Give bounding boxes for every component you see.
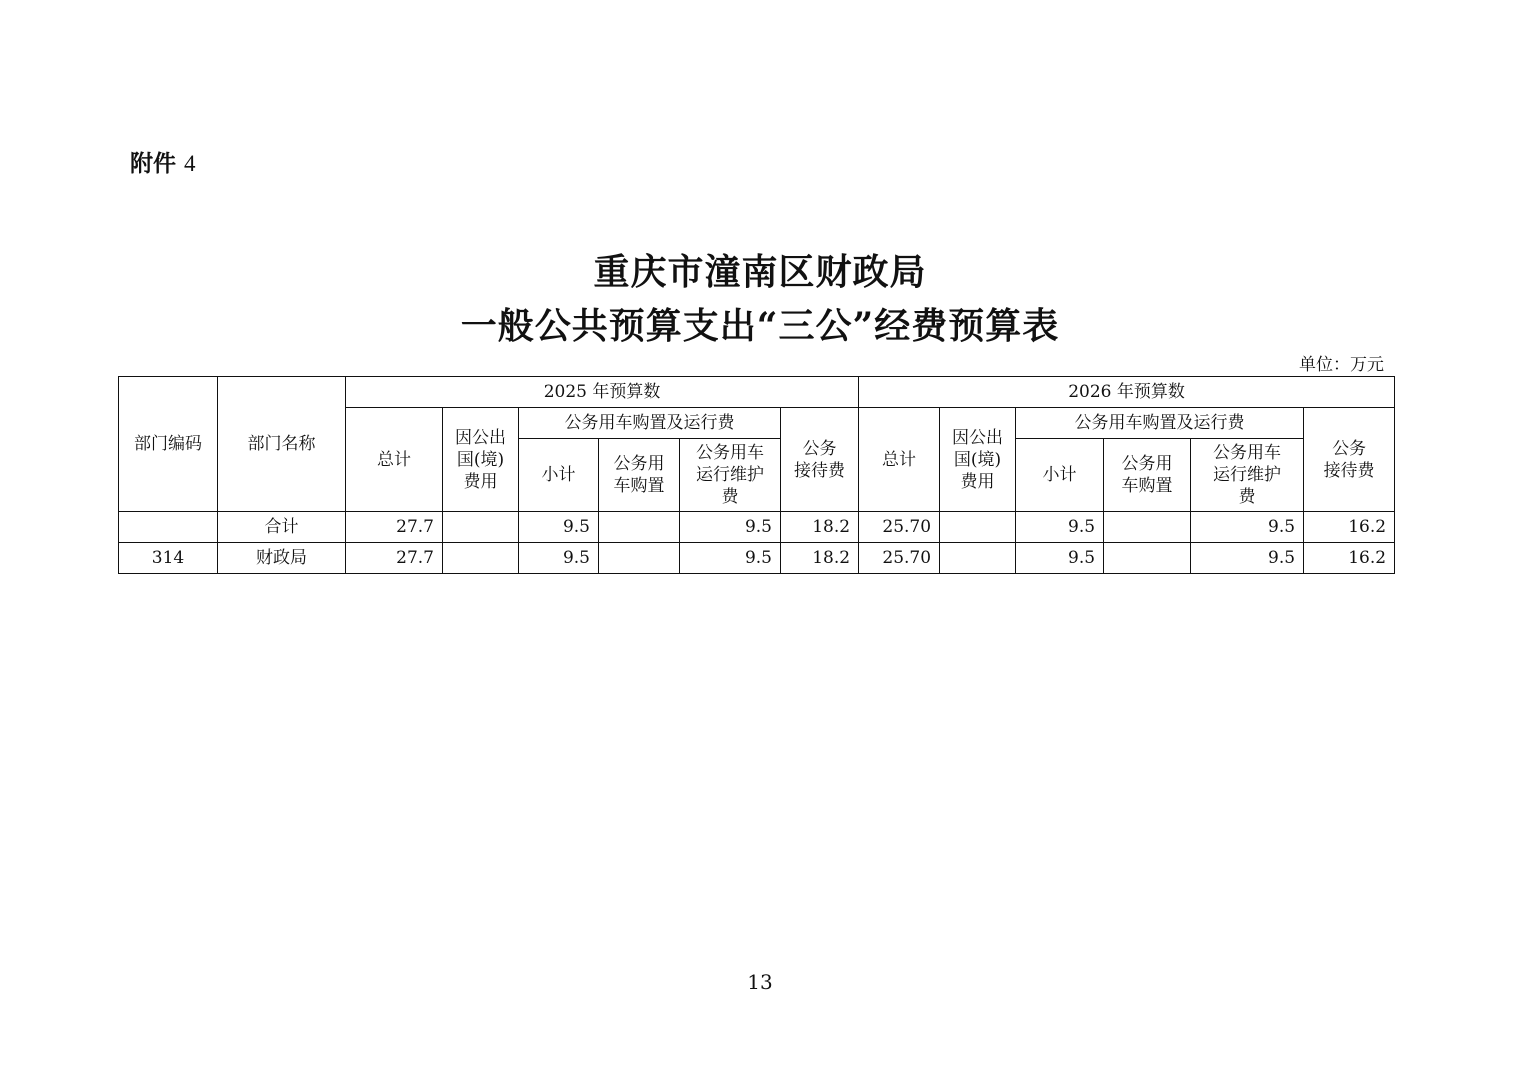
header-vehicle-operation-2026: 公务用车 运行维护 费 (1191, 439, 1304, 512)
cell-2026-purchase (1104, 512, 1191, 543)
cell-2026-total: 25.70 (859, 512, 940, 543)
cell-2026-operation: 9.5 (1191, 512, 1304, 543)
header-total-2025: 总计 (346, 408, 443, 512)
header-abroad-2026: 因公出 国(境) 费用 (940, 408, 1016, 512)
header-subtotal-2026: 小计 (1016, 439, 1104, 512)
cell-code: 314 (119, 543, 218, 574)
cell-2026-subtotal: 9.5 (1016, 512, 1104, 543)
cell-2025-reception: 18.2 (781, 512, 859, 543)
header-subtotal-2025: 小计 (519, 439, 599, 512)
header-reception-2025: 公务 接待费 (781, 408, 859, 512)
document-title-line2: 一般公共预算支出“三公”经费预算表 (460, 305, 1060, 347)
header-vehicle-operation-2025: 公务用车 运行维护 费 (680, 439, 781, 512)
cell-2026-total: 25.70 (859, 543, 940, 574)
document-title-line1: 重庆市潼南区财政局 (593, 251, 927, 293)
header-group-2025: 2025 年预算数 (346, 377, 859, 408)
header-total-2026: 总计 (859, 408, 940, 512)
attachment-label (130, 145, 196, 178)
cell-2026-abroad (940, 543, 1016, 574)
header-vehicle-group-2026: 公务用车购置及运行费 (1016, 408, 1304, 439)
table-row-total (119, 512, 1395, 543)
cell-2025-reception: 18.2 (781, 543, 859, 574)
cell-2025-total: 27.7 (346, 512, 443, 543)
cell-2026-reception: 16.2 (1304, 543, 1395, 574)
cell-name: 合计 (218, 512, 346, 543)
header-abroad-2025: 因公出 国(境) 费用 (443, 408, 519, 512)
cell-2026-purchase (1104, 543, 1191, 574)
cell-2025-abroad (443, 512, 519, 543)
cell-name: 财政局 (218, 543, 346, 574)
cell-2025-subtotal: 9.5 (519, 543, 599, 574)
cell-2026-operation: 9.5 (1191, 543, 1304, 574)
cell-2025-subtotal: 9.5 (519, 512, 599, 543)
header-dept-code: 部门编码 (119, 377, 218, 512)
cell-2025-total: 27.7 (346, 543, 443, 574)
cell-2025-purchase (599, 543, 680, 574)
budget-table (118, 376, 1395, 574)
header-vehicle-group-2025: 公务用车购置及运行费 (519, 408, 781, 439)
cell-code (119, 512, 218, 543)
attachment-text: 附件 (130, 151, 176, 177)
cell-2026-abroad (940, 512, 1016, 543)
unit-label: 单位：万元 (1299, 355, 1384, 375)
cell-2025-operation: 9.5 (680, 512, 781, 543)
cell-2025-purchase (599, 512, 680, 543)
header-vehicle-purchase-2025: 公务用 车购置 (599, 439, 680, 512)
cell-2026-subtotal: 9.5 (1016, 543, 1104, 574)
attachment-number: 4 (184, 151, 196, 176)
cell-2025-operation: 9.5 (680, 543, 781, 574)
header-vehicle-purchase-2026: 公务用 车购置 (1104, 439, 1191, 512)
header-group-2026: 2026 年预算数 (859, 377, 1395, 408)
page-number: 13 (747, 970, 773, 994)
header-reception-2026: 公务 接待费 (1304, 408, 1395, 512)
cell-2026-reception: 16.2 (1304, 512, 1395, 543)
table-row-finance-bureau (119, 543, 1395, 574)
header-dept-name: 部门名称 (218, 377, 346, 512)
cell-2025-abroad (443, 543, 519, 574)
